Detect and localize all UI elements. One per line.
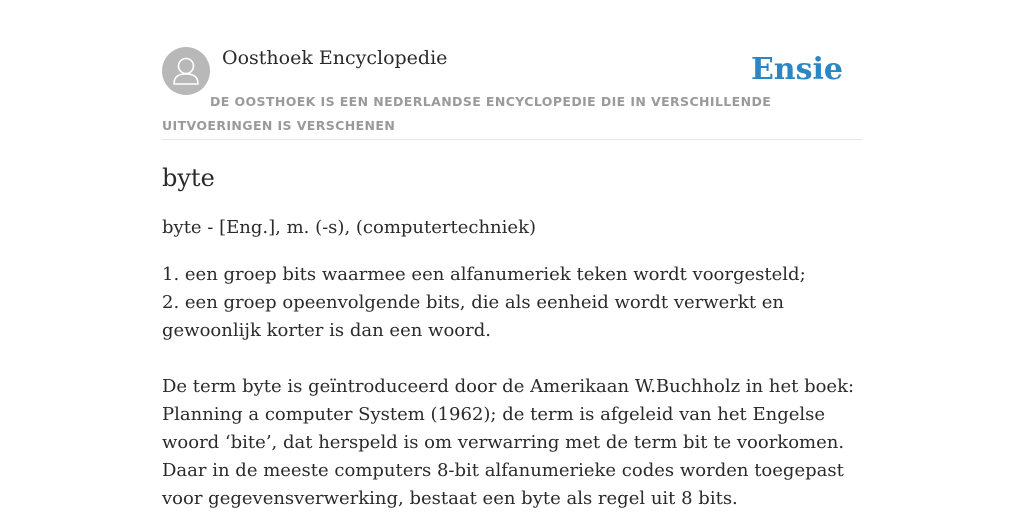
article [162,160,862,512]
site-tagline: DE OOSTHOEK IS EEN NEDERLANDSE ENCYCLOPEDIE DIE IN VERSCHILLENDE UITVOERINGEN IS VERSCHENEN [162,94,772,133]
meaning-item: 2. een groep opeenvolgende bits, die als eenheid wordt verwerkt en gewoonlijk korter is dan een woord. [162,292,785,341]
brand-logo[interactable]: Ensie [750,52,843,87]
site-header [162,46,862,140]
user-silhouette-icon[interactable] [162,47,210,95]
meaning-item: 1. een groep bits waarmee een alfanumeriek teken wordt voorgesteld; [162,264,806,285]
paragraph-spacer [162,345,862,373]
site-name[interactable]: Oosthoek Encyclopedie [222,47,448,69]
definition-head: byte - [Eng.], m. (-s), (computertechniek) [162,217,536,238]
explanation-text: De term byte is geïntroduceerd door de Amerikaan W.Buchholz in het boek: Planning a computer System (1962); de term is afgeleid van het Engelse woord ‘bite’, dat herspeld is om verwarring met de term bit te voorkomen. Daar in de meeste computers 8-bit alfanumerieke codes worden toegepast voor gegevensverwerking, bestaat een byte als regel uit 8 bits. [162,376,855,509]
page-title: byte [162,164,215,192]
